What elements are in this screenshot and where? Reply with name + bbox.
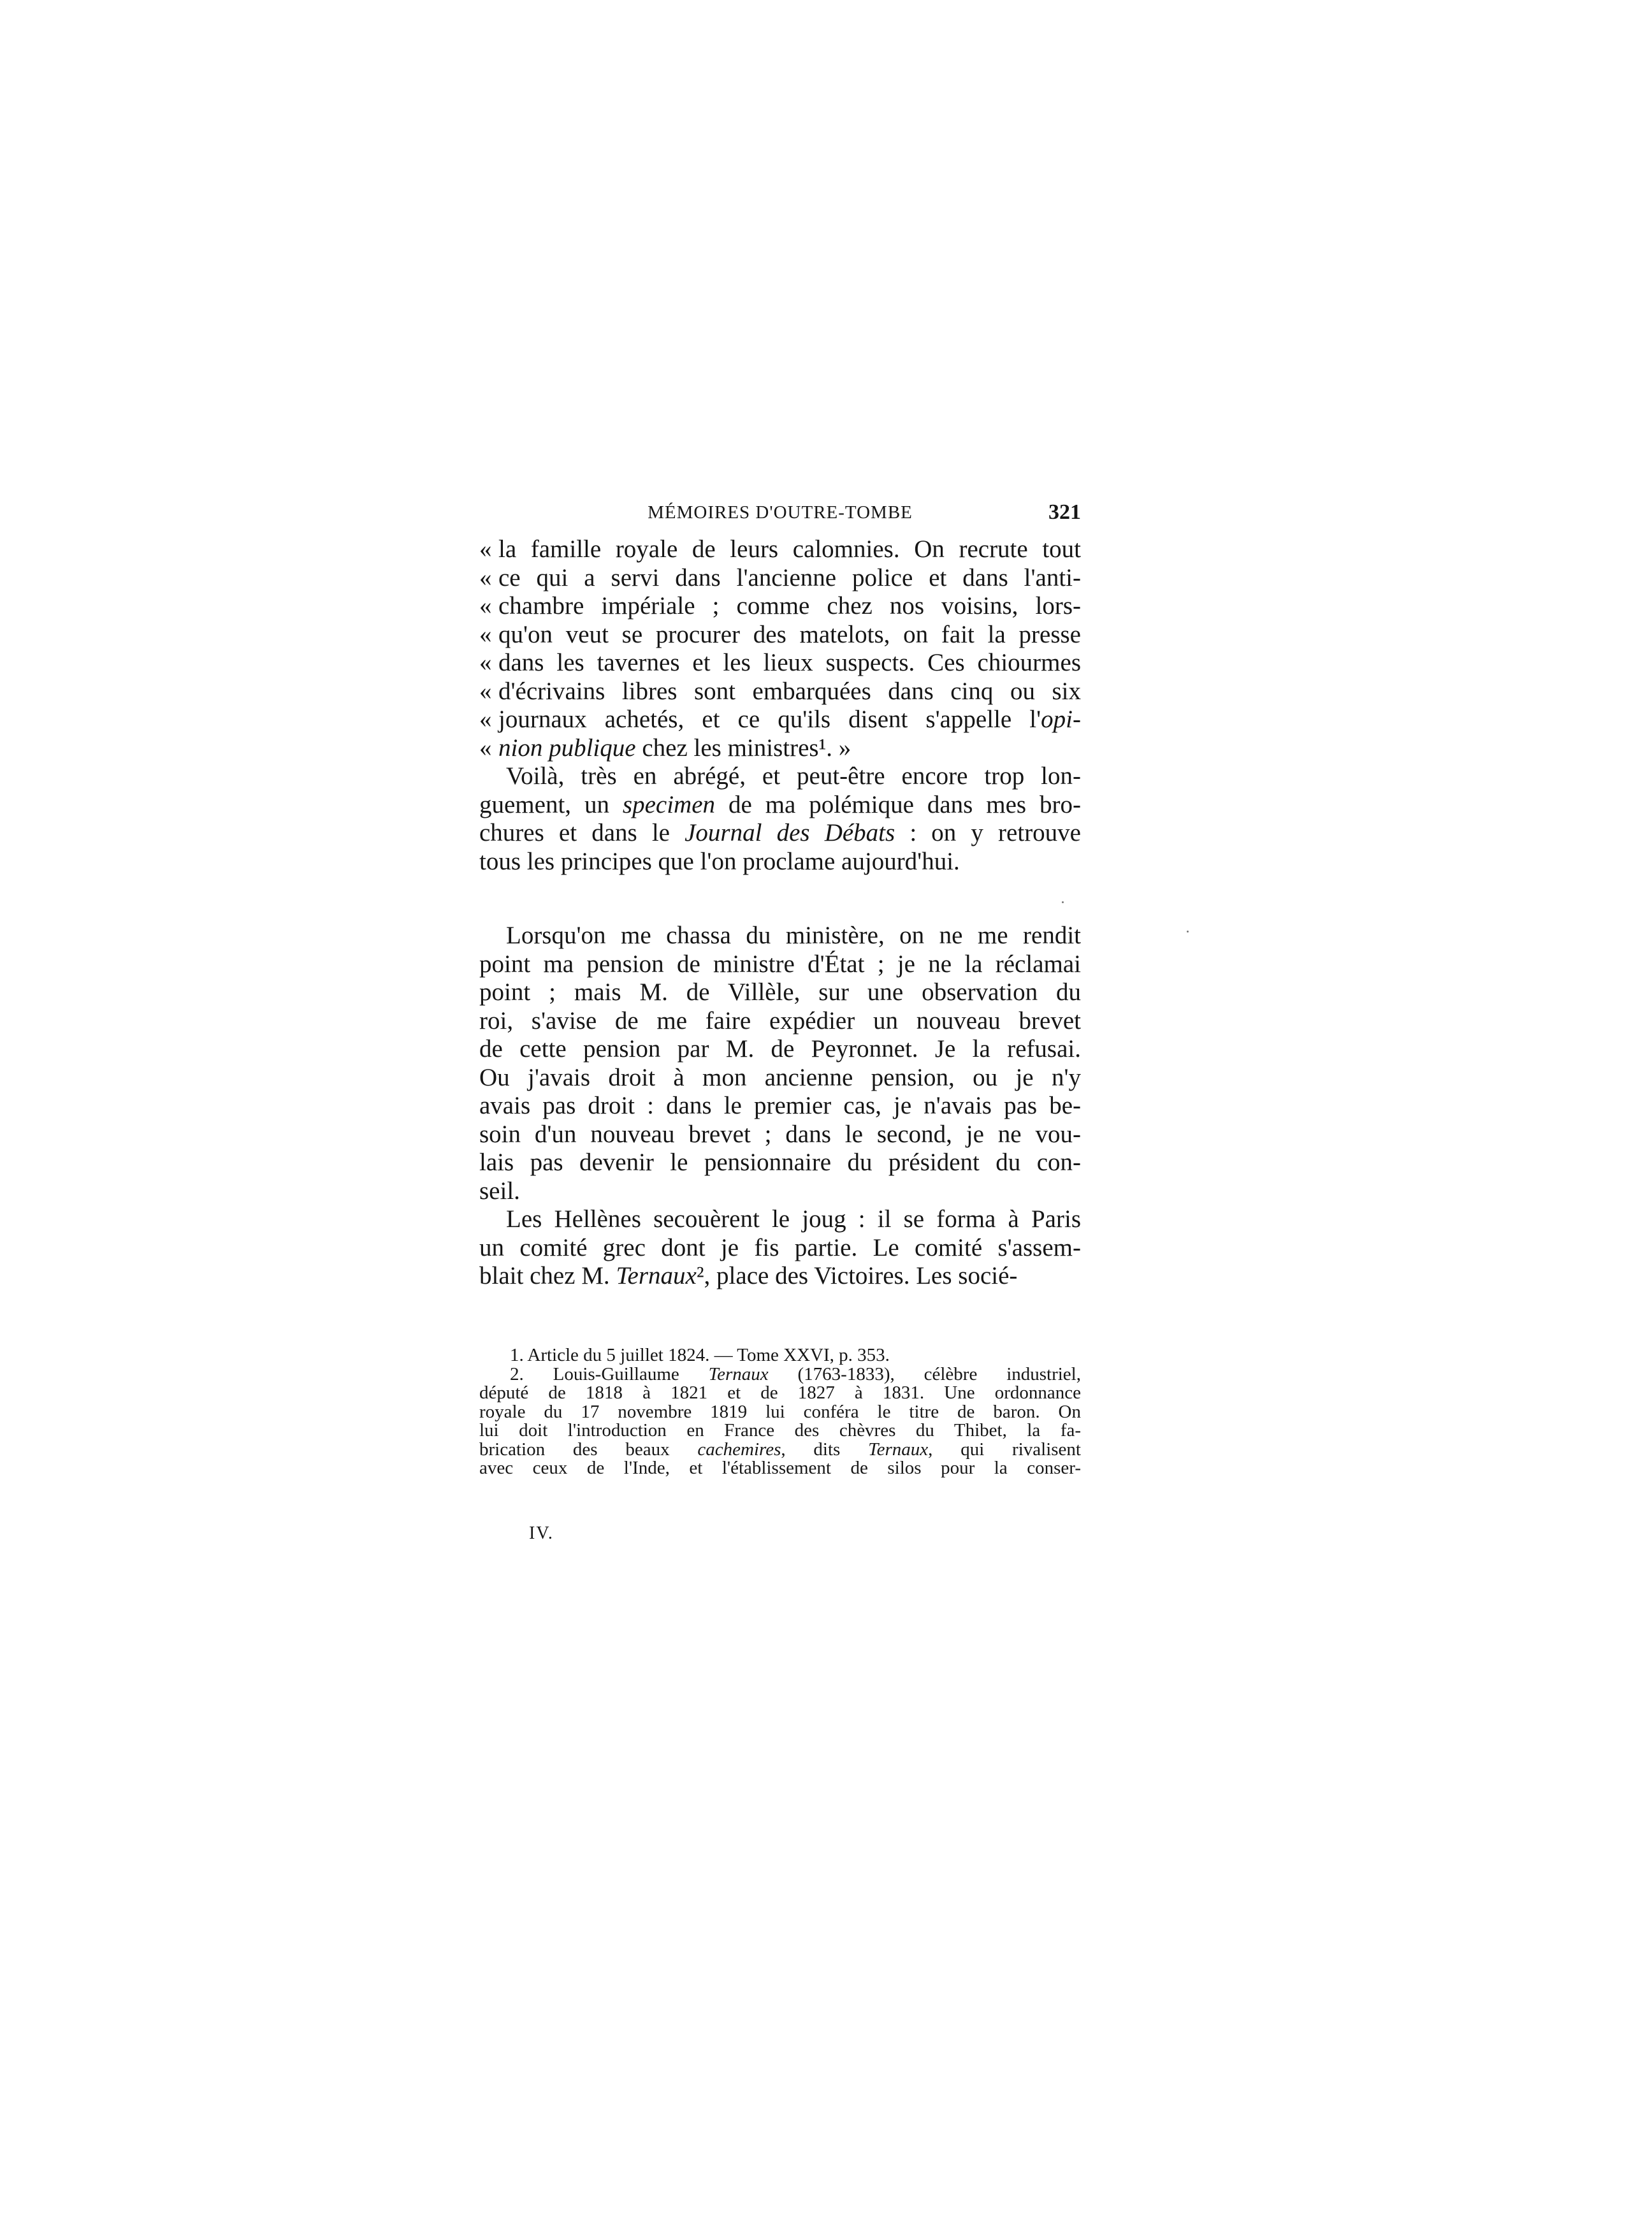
quote-mark: «	[479, 563, 492, 592]
text-line: avais pas droit : dans le premier cas, je n'avais pas be-	[479, 1092, 1081, 1119]
text-line: un comité grec dont je fis partie. Le comité s'assem-	[479, 1233, 1081, 1261]
section-break	[479, 876, 1081, 922]
quotation-line: « dans les tavernes et les lieux suspects. Ces chiourmes	[479, 649, 1081, 676]
text-line: point ma pension de ministre d'État ; je ne la réclamai	[479, 950, 1081, 978]
quote-mark: «	[479, 677, 492, 705]
page-number: 321	[1048, 500, 1081, 524]
text-line: Ou j'avais droit à mon ancienne pension, ou je n'y	[479, 1063, 1081, 1091]
quote-mark: «	[479, 706, 492, 733]
quotation-line: « journaux achetés, et ce qu'ils disent s'appelle l'opi-	[479, 706, 1081, 733]
text-line: guement, un specimen de ma polémique dans mes bro-	[479, 790, 1081, 818]
quote-mark: «	[479, 734, 492, 762]
text-line: seil.	[479, 1177, 520, 1205]
footnote-line: royale du 17 novembre 1819 lui conféra le titre de baron. On	[479, 1401, 1081, 1422]
text-line: Lorsqu'on me chassa du ministère, on ne me rendit	[506, 922, 1081, 949]
footnote-line: 2. Louis-Guillaume Ternaux (1763-1833), célèbre industriel,	[510, 1363, 1081, 1384]
quote-mark: «	[479, 535, 492, 563]
running-head-title: MÉMOIRES D'OUTRE-TOMBE	[648, 502, 913, 523]
quotation-line: « d'écrivains libres sont embarquées dans cinq ou six	[479, 677, 1081, 705]
quotation-line: « chambre impériale ; comme chez nos voisins, lors-	[479, 592, 1081, 620]
text-line: soin d'un nouveau brevet ; dans le second, je ne vou-	[479, 1120, 1081, 1148]
text-line: tous les principes que l'on proclame aujourd'hui.	[479, 847, 960, 875]
print-speck	[1062, 901, 1064, 903]
quotation-line: « qu'on veut se procurer des matelots, on fait la presse	[479, 620, 1081, 648]
quote-mark: «	[479, 649, 492, 676]
footnote-line: brication des beaux cachemires, dits Ternaux, qui rivalisent	[479, 1439, 1081, 1460]
quotation-line: « ce qui a servi dans l'ancienne police et dans l'anti-	[479, 563, 1081, 592]
text-line: lais pas devenir le pensionnaire du président du con-	[479, 1149, 1081, 1176]
running-head	[479, 500, 1081, 525]
paragraph-pension	[479, 922, 1081, 1205]
footnote-line: avec ceux de l'Inde, et l'établissement de silos pour la conser-	[479, 1458, 1081, 1478]
quotation-line: « la famille royale de leurs calomnies. On recrute tout	[479, 535, 1081, 563]
footnotes	[479, 1346, 1081, 1478]
signature-mark: IV.	[529, 1523, 554, 1543]
text-line: blait chez M. Ternaux², place des Victoires. Les socié-	[479, 1262, 1018, 1289]
quotation-line: « nion publique chez les ministres¹. »	[479, 734, 851, 762]
footnote-line: député de 1818 à 1821 et de 1827 à 1831. Une ordonnance	[479, 1383, 1081, 1403]
quote-mark: «	[479, 592, 492, 620]
print-speck	[1187, 931, 1189, 933]
text-line: Voilà, très en abrégé, et peut-être encore trop lon-	[506, 762, 1081, 790]
paragraph-hellenes	[479, 1205, 1081, 1291]
text-line: point ; mais M. de Villèle, sur une observation du	[479, 978, 1081, 1006]
footnote-line: 1. Article du 5 juillet 1824. — Tome XXVI, p. 353.	[510, 1345, 890, 1365]
footnote-line: lui doit l'introduction en France des chèvres du Thibet, la fa-	[479, 1420, 1081, 1441]
body-text	[479, 535, 1081, 1291]
quote-mark: «	[479, 620, 492, 648]
text-line: Les Hellènes secouèrent le joug : il se forma à Paris	[506, 1205, 1081, 1233]
text-line: chures et dans le Journal des Débats : on y retrouve	[479, 819, 1081, 846]
quotation-block	[479, 535, 1081, 762]
text-line: de cette pension par M. de Peyronnet. Je la refusai.	[479, 1035, 1081, 1063]
paragraph-polemique	[479, 762, 1081, 876]
text-line: roi, s'avise de me faire expédier un nouveau brevet	[479, 1006, 1081, 1035]
